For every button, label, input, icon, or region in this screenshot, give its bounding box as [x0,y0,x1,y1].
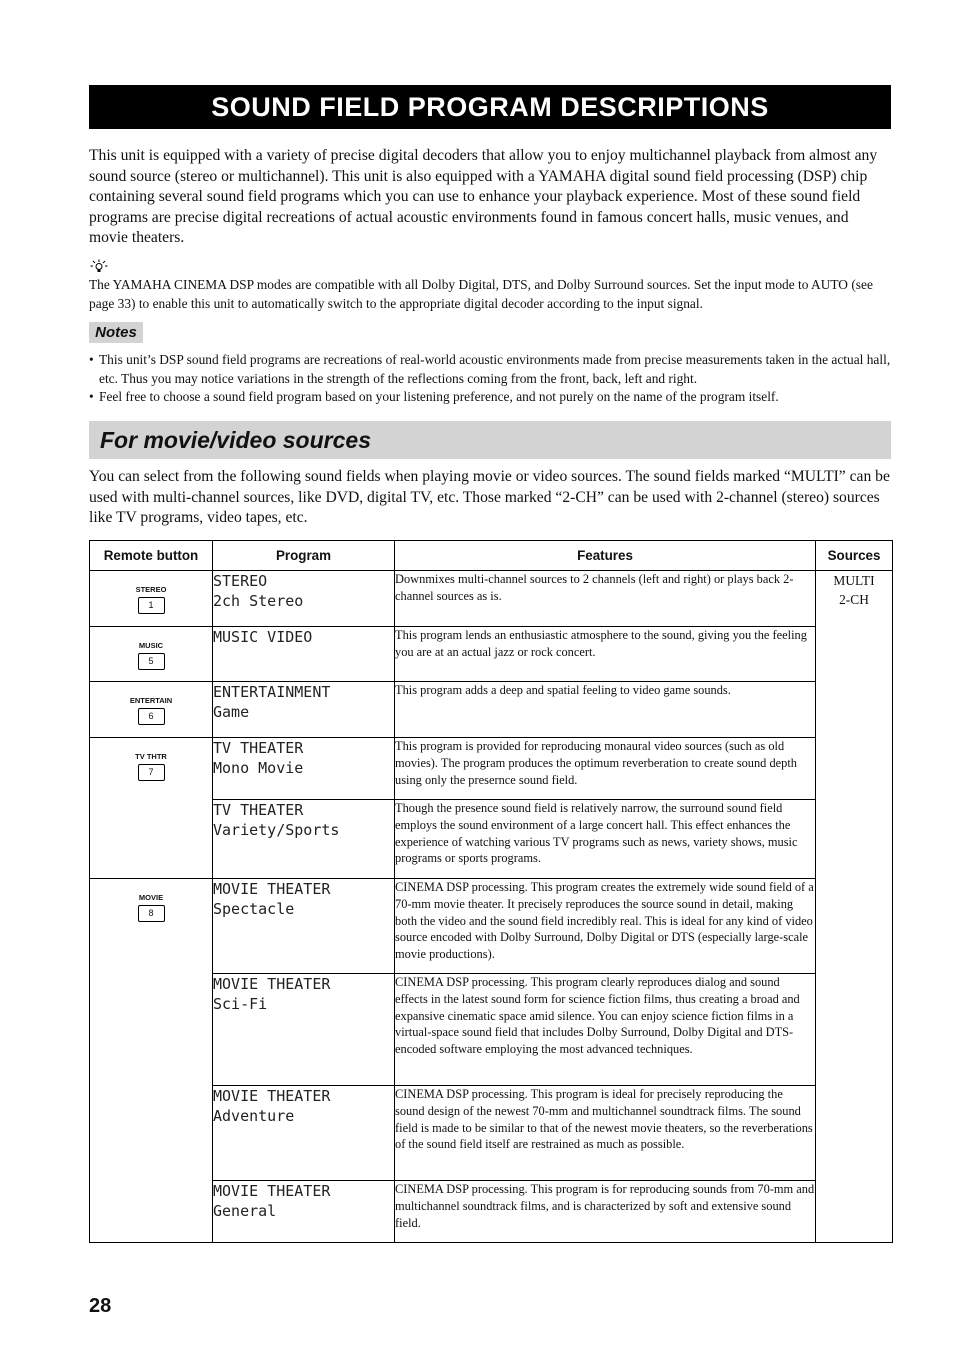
sources-cell [816,571,893,1243]
program-subname: General [213,1202,277,1220]
remote-button-cell [90,627,213,682]
source-2ch: 2-CH [839,592,869,607]
table-row [90,627,893,682]
header-remote-button: Remote button [90,541,213,571]
table-header-row [90,541,893,571]
remote-button-label: MUSIC [138,641,164,650]
program-subname: Variety/Sports [213,821,340,839]
features-cell: CINEMA DSP processing. This program is ideal for precisely reproducing the sound design of the newest 70-mm and multichannel soundtrack films. The sound field is made to be similar to that of the newest movie theaters, so the reverberations of the sound field itself are restrained as much as possible. [395,1086,816,1181]
note-item: • Feel free to choose a sound field program based on your listening preference, and not purely on the name of the program itself. [89,389,779,404]
page-number: 28 [89,1295,112,1317]
features-cell: This program adds a deep and spatial feeling to video game sounds. [395,682,816,738]
tip-lightbulb-icon [89,259,109,273]
features-cell: This program is provided for reproducing monaural video sources (such as old movies). The program produces the optimum reverberation to create sound depth using only the presernce sound field. [395,738,816,800]
features-cell: CINEMA DSP processing. This program clearly reproduces dialog and sound effects in the latest sound form for science fiction films, thus creating a broad and expansive cinematic space amid silence. You can enjoy science fiction films in a virtual-space sound field that includes Dolby Surround, Dolby Digital and DTS-encoded software employing the most advanced techniques. [395,974,816,1086]
program-subname: Adventure [213,1107,295,1125]
remote-button-label: MOVIE [138,893,164,902]
program-cell [213,1181,395,1243]
program-name: MOVIE THEATER [213,1087,331,1105]
notes-list [89,351,891,407]
program-subname: 2ch Stereo [213,592,304,610]
page-title: SOUND FIELD PROGRAM DESCRIPTIONS [89,85,891,129]
tv-thtr-button: 7 [138,764,165,781]
program-name: MOVIE THEATER [213,975,331,993]
program-cell [213,1086,395,1181]
note-item: • This unit’s DSP sound field programs are recreations of real-world acoustic environments made from precise measurements taken in the actual hall, etc. Thus you may notice variations in the strength of the reflections coming from the front, back, left and right. [89,352,891,386]
program-subname: Sci-Fi [213,995,268,1013]
table-row [90,571,893,627]
program-name: TV THEATER [213,739,304,757]
header-sources: Sources [816,541,893,571]
section-header [89,421,891,459]
movie-button: 8 [138,905,165,922]
features-cell: Downmixes multi-channel sources to 2 channels (left and right) or plays back 2-channel sources as is. [395,571,816,627]
source-multi: MULTI [833,573,875,588]
notes-label: Notes [89,322,143,343]
header-features: Features [395,541,816,571]
intro-paragraph: This unit is equipped with a variety of precise digital decoders that allow you to enjoy multichannel playback from almost any sound source (stereo or multichannel). This unit is also equipped with a YAMAHA digital sound field processing (DSP) chip containing several sound field programs which you can use to enhance your playback experience. Most of these sound field programs are precise digital recreations of actual acoustic environments found in famous concert halls, music venues, and movie theaters. [89,147,878,247]
remote-button-label: TV THTR [135,752,167,761]
table-row [90,879,893,974]
program-cell [213,879,395,974]
remote-button-cell [90,571,213,627]
stereo-button: 1 [138,597,165,614]
program-name: MUSIC VIDEO [213,628,313,646]
program-cell [213,682,395,738]
sound-field-table [89,540,893,1243]
features-cell: CINEMA DSP processing. This program is for reproducing sounds from 70-mm and multichannel soundtrack films, and is characterized by soft and extensive sound field. [395,1181,816,1243]
program-cell [213,738,395,800]
table-row [90,682,893,738]
remote-button-cell [90,738,213,879]
features-cell: CINEMA DSP processing. This program creates the extremely wide sound field of a 70-mm movie theater. It precisely reproduces the source sound in detail, making both the video and the sound field incredibly real. This is ideal for any kind of video source encoded with Dolby Surround, Dolby Digital or DTS (especially large-scale movie productions). [395,879,816,974]
program-cell [213,627,395,682]
program-name: TV THEATER [213,801,304,819]
features-cell: This program lends an enthusiastic atmosphere to the sound, giving you the feeling you are at an actual jazz or rock concert. [395,627,816,682]
program-cell [213,974,395,1086]
remote-button-label: STEREO [135,585,167,594]
program-cell [213,800,395,879]
remote-button-cell [90,682,213,738]
program-name: MOVIE THEATER [213,1182,331,1200]
program-cell [213,571,395,627]
remote-button-cell [90,879,213,1243]
section-intro: You can select from the following sound fields when playing movie or video sources. The sound fields marked “MULTI” can be used with multi-channel sources, like DVD, digital TV, etc. Those marked “2-CH” can be used with 2-channel (stereo) sources like TV programs, video tapes, etc. [89,468,890,527]
program-name: ENTERTAINMENT [213,683,331,701]
section-title: For movie/video sources [100,427,371,453]
program-subname: Spectacle [213,900,295,918]
tip-text: The YAMAHA CINEMA DSP modes are compatible with all Dolby Digital, DTS, and Dolby Surround sources. Set the input mode to AUTO (see page 33) to enable this unit to automatically switch to the appropriate digital decoder according to the input signal. [89,277,873,311]
entertain-button: 6 [138,708,165,725]
header-program: Program [213,541,395,571]
music-button: 5 [138,653,165,670]
program-subname: Mono Movie [213,759,304,777]
table-row [90,738,893,800]
program-name: STEREO [213,572,268,590]
program-subname: Game [213,703,250,721]
remote-button-label: ENTERTAIN [129,696,173,705]
program-name: MOVIE THEATER [213,880,331,898]
features-cell: Though the presence sound field is relatively narrow, the surround sound field employs the sound environment of a large concert hall. This effect enhances the experience of watching various TV programs such as news, variety shows, music programs or sports programs. [395,800,816,879]
